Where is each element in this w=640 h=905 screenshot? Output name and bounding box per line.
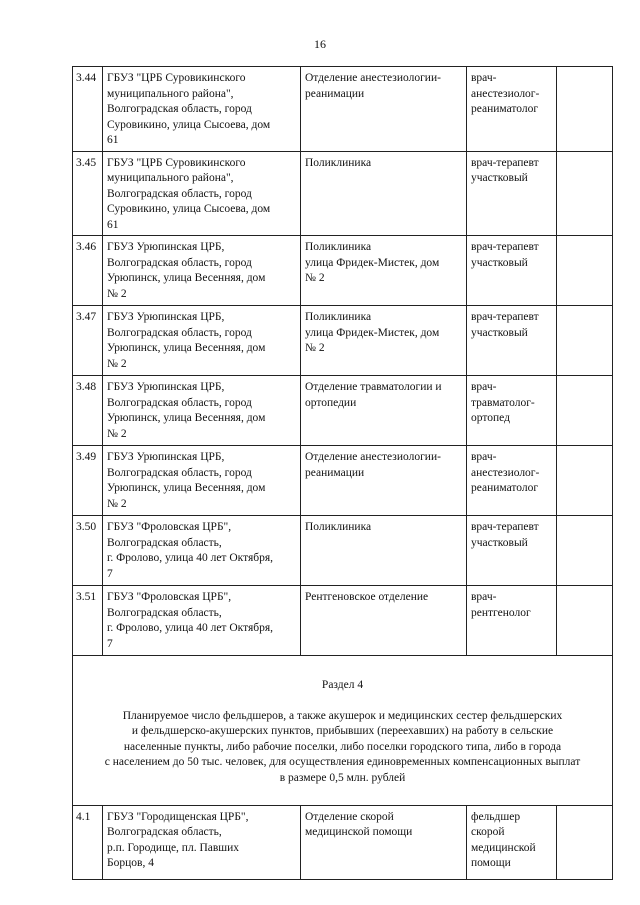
organization-cell: ГБУЗ "Городищенская ЦРБ", Волгоградская область, р.п. Городище, пл. Павших Борцов, 4 [103, 805, 301, 879]
section-title: Раздел 4 [321, 678, 364, 691]
row-number: 3.51 [73, 586, 103, 656]
table-row [73, 236, 613, 306]
table-row [73, 67, 613, 152]
table-row [73, 306, 613, 376]
department-cell: Отделение анестезиологии- реанимации [301, 446, 467, 516]
organization-cell: ГБУЗ "Фроловская ЦРБ", Волгоградская область, г. Фролово, улица 40 лет Октября, 7 [103, 586, 301, 656]
row-number: 3.49 [73, 446, 103, 516]
organization-cell: ГБУЗ Урюпинская ЦРБ, Волгоградская область, город Урюпинск, улица Весенняя, дом № 2 [103, 236, 301, 306]
position-cell: врач- рентгенолог [467, 586, 557, 656]
department-cell: Поликлиника улица Фридек-Мистек, дом № 2 [301, 306, 467, 376]
extra-cell [557, 805, 613, 879]
department-cell: Отделение скорой медицинской помощи [301, 805, 467, 879]
organization-cell: ГБУЗ "ЦРБ Суровикинского муниципального района", Волгоградская область, город Суровикино, улица Сысоева, дом 61 [103, 67, 301, 152]
table-row [73, 151, 613, 236]
position-cell: фельдшер скорой медицинской помощи [467, 805, 557, 879]
table-row [73, 516, 613, 586]
position-cell: врач-терапевт участковый [467, 236, 557, 306]
table-row [73, 805, 613, 879]
department-cell: Поликлиника [301, 516, 467, 586]
row-number: 3.46 [73, 236, 103, 306]
position-cell: врач- травматолог- ортопед [467, 376, 557, 446]
row-number: 3.44 [73, 67, 103, 152]
extra-cell [557, 236, 613, 306]
position-cell: врач-терапевт участковый [467, 516, 557, 586]
section-text: Планируемое число фельдшеров, а также акушерок и медицинских сестер фельдшерских и фельдшерско-акушерских пунктов, прибывших (переехавших) на работу в сельские населенные пункты, либо рабочие поселки, либо поселки городского типа, либо в города с населением до 50 тыс. человек, для осуществления единовременных компенсационных выплат в размере 0,5 млн. рублей [104, 709, 581, 784]
organization-cell: ГБУЗ Урюпинская ЦРБ, Волгоградская область, город Урюпинск, улица Весенняя, дом № 2 [103, 306, 301, 376]
section-row [73, 656, 613, 806]
organization-cell: ГБУЗ "Фроловская ЦРБ", Волгоградская область, г. Фролово, улица 40 лет Октября, 7 [103, 516, 301, 586]
row-number: 3.48 [73, 376, 103, 446]
table-row [73, 376, 613, 446]
row-number: 3.45 [73, 151, 103, 236]
department-cell: Поликлиника улица Фридек-Мистек, дом № 2 [301, 236, 467, 306]
extra-cell [557, 446, 613, 516]
extra-cell [557, 586, 613, 656]
department-cell: Отделение травматологии и ортопедии [301, 376, 467, 446]
organization-cell: ГБУЗ Урюпинская ЦРБ, Волгоградская область, город Урюпинск, улица Весенняя, дом № 2 [103, 446, 301, 516]
extra-cell [557, 376, 613, 446]
extra-cell [557, 151, 613, 236]
positions-table [72, 66, 613, 880]
position-cell: врач- анестезиолог- реаниматолог [467, 446, 557, 516]
department-cell: Поликлиника [301, 151, 467, 236]
position-cell: врач-терапевт участковый [467, 151, 557, 236]
position-cell: врач- анестезиолог- реаниматолог [467, 67, 557, 152]
extra-cell [557, 67, 613, 152]
table-row [73, 446, 613, 516]
department-cell: Рентгеновское отделение [301, 586, 467, 656]
organization-cell: ГБУЗ "ЦРБ Суровикинского муниципального района", Волгоградская область, город Суровикино, улица Сысоева, дом 61 [103, 151, 301, 236]
row-number: 3.47 [73, 306, 103, 376]
row-number: 4.1 [73, 805, 103, 879]
table-row [73, 586, 613, 656]
extra-cell [557, 516, 613, 586]
row-number: 3.50 [73, 516, 103, 586]
position-cell: врач-терапевт участковый [467, 306, 557, 376]
section-cell [73, 656, 613, 806]
extra-cell [557, 306, 613, 376]
page-number: 16 [314, 37, 326, 51]
organization-cell: ГБУЗ Урюпинская ЦРБ, Волгоградская область, город Урюпинск, улица Весенняя, дом № 2 [103, 376, 301, 446]
department-cell: Отделение анестезиологии- реанимации [301, 67, 467, 152]
